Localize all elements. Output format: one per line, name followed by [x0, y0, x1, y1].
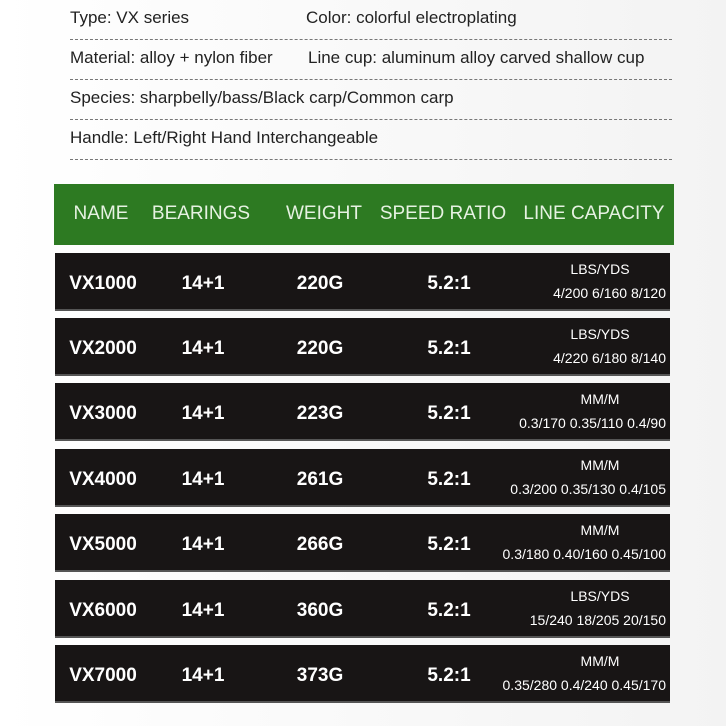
line-capacity: 4/200 6/160 8/120	[553, 285, 666, 301]
weight: 360G	[296, 600, 344, 621]
speed-ratio: 5.2:1	[427, 403, 471, 424]
weight: 373G	[296, 665, 344, 686]
model-name: VX3000	[69, 403, 137, 424]
line-capacity: 0.35/280 0.4/240 0.45/170	[502, 677, 666, 693]
model-name: VX4000	[69, 469, 137, 490]
capacity-unit: LBS/YDS	[570, 261, 630, 277]
header-bearings: BEARINGS	[151, 203, 251, 224]
model-name: VX2000	[69, 338, 137, 359]
capacity-unit: MM/M	[580, 653, 620, 669]
capacity-unit: LBS/YDS	[570, 326, 630, 342]
model-name: VX1000	[69, 273, 137, 294]
spec-material: Material: alloy + nylon fiber	[70, 48, 273, 67]
capacity-unit: MM/M	[580, 457, 620, 473]
capacity-unit: LBS/YDS	[570, 588, 630, 604]
table-row	[55, 514, 670, 572]
bearings: 14+1	[181, 665, 225, 686]
weight: 261G	[296, 469, 344, 490]
bearings: 14+1	[181, 403, 225, 424]
weight: 266G	[296, 534, 344, 555]
table-row	[55, 318, 670, 376]
spec-line-cup: Line cup: aluminum alloy carved shallow cup	[308, 48, 645, 67]
model-name: VX7000	[69, 665, 137, 686]
weight: 220G	[296, 338, 344, 359]
weight: 223G	[296, 403, 344, 424]
header-weight: WEIGHT	[286, 203, 362, 224]
model-name: VX6000	[69, 600, 137, 621]
speed-ratio: 5.2:1	[427, 534, 471, 555]
bearings: 14+1	[181, 600, 225, 621]
speed-ratio: 5.2:1	[427, 469, 471, 490]
line-capacity: 0.3/200 0.35/130 0.4/105	[510, 481, 666, 497]
weight: 220G	[296, 273, 344, 294]
line-capacity: 15/240 18/205 20/150	[529, 612, 666, 628]
table-row	[55, 253, 670, 311]
spec-row	[70, 0, 672, 40]
speed-ratio: 5.2:1	[427, 600, 471, 621]
bearings: 14+1	[181, 338, 225, 359]
header-speed-ratio: SPEED RATIO	[379, 203, 507, 224]
bearings: 14+1	[181, 534, 225, 555]
header-line-capacity: LINE CAPACITY	[523, 203, 665, 224]
spec-color: Color: colorful electroplating	[306, 8, 517, 27]
bearings: 14+1	[181, 273, 225, 294]
model-name: VX5000	[69, 534, 137, 555]
table-row	[55, 449, 670, 507]
spec-handle: Handle: Left/Right Hand Interchangeable	[70, 128, 379, 147]
table-row	[55, 580, 670, 638]
capacity-unit: MM/M	[580, 391, 620, 407]
speed-ratio: 5.2:1	[427, 273, 471, 294]
line-capacity: 4/220 6/180 8/140	[553, 350, 666, 366]
bearings: 14+1	[181, 469, 225, 490]
line-capacity: 0.3/170 0.35/110 0.4/90	[519, 415, 666, 431]
table-row	[55, 645, 670, 703]
speed-ratio: 5.2:1	[427, 665, 471, 686]
spec-type: Type: VX series	[70, 8, 190, 27]
line-capacity: 0.3/180 0.40/160 0.45/100	[502, 546, 666, 562]
speed-ratio: 5.2:1	[427, 338, 471, 359]
header-name: NAME	[73, 203, 129, 224]
spec-row	[70, 120, 672, 160]
spec-species: Species: sharpbelly/bass/Black carp/Common carp	[70, 88, 454, 107]
capacity-unit: MM/M	[580, 522, 620, 538]
table-header	[54, 184, 674, 245]
table-row	[55, 383, 670, 441]
spec-row	[70, 40, 672, 80]
spec-row	[70, 80, 672, 120]
